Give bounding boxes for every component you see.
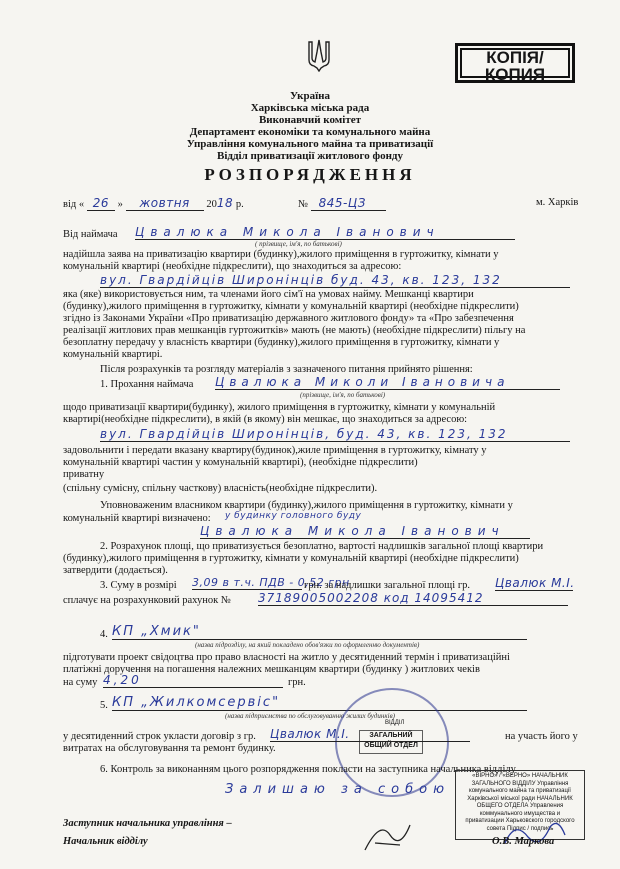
item1-text2-line1: задовольнити і передати вказану квартиру(будинок),жиле приміщення в гуртожитку, кімнату у (63, 445, 487, 456)
signature-scribble-left (360, 815, 420, 855)
after-review: Після розрахунків та розгляду матеріалів з зазначеного питання прийнято рішення: (100, 364, 473, 375)
item4-text-line2: платіжні доручення на погашення належних мешканцям квартири (будинку ) житлових чеків (63, 664, 480, 675)
header-country: Україна (289, 90, 331, 102)
paragraph2-line4: реалізації житлових прав мешканців гуртожитків» мають (не мають) (необхідне підкреслити) пільгу на (63, 325, 526, 336)
item1-name: Цвалюка Миколи Івановича (215, 375, 560, 390)
signatory-position-2: Начальник відділу (63, 836, 148, 847)
paragraph2-line1: яка (яке) використовується ним, та членами його сім'ї на умовах найму. Мешканці квартири (63, 289, 474, 300)
round-stamp (335, 688, 449, 797)
date-year-suffix: р. (235, 199, 244, 210)
paragraph1-line1: надійшла заява на приватизацію квартири (будинку),жилого приміщення в гуртожитку, кімнати у (63, 249, 499, 260)
applicant-caption: ( прізвище, ім'я, по батькові) (255, 240, 342, 248)
order-number-label: № (298, 199, 309, 210)
round-stamp-line-3: ВІДДІЛ (385, 720, 405, 726)
item2-line3: затвердити (додається). (63, 565, 168, 576)
date-month: жовтня (126, 196, 204, 211)
copy-stamp-line-2: КОПИЯ (484, 65, 546, 84)
owner-handwritten-name: Цвалюка Микола Іванович (200, 524, 530, 539)
item5-label: 5. (100, 700, 108, 711)
item2-line1: 2. Розрахунок площі, що приватизується безоплатно, вартості надлишків загальної площі квартири (100, 541, 544, 552)
item3-mid: грн. за надлишки загальної площі гр. (304, 580, 470, 591)
item4-org: КП „Хмик" (112, 624, 527, 640)
applicant-label: Від наймача (63, 229, 118, 240)
round-stamp-line-2: ОБЩИЙ ОТДЕЛ (364, 742, 418, 749)
item4-text-line1: підготувати проект свідоцтва про право власності на житло у десятиденний термін і приватизаційні (63, 652, 510, 663)
date-year-prefix: 20 (206, 199, 217, 210)
item5-text-a: у десятиденний строк укласти договір з гр. (63, 731, 256, 742)
owner-text: Уповноваженим власником квартири (будинку),жилого приміщення в гуртожитку, кімнати у (100, 500, 513, 511)
item4-label: 4. (100, 629, 108, 640)
item3-payer: Цвалюк М.І. (495, 576, 575, 590)
signatory-position-1: Заступник начальника управління – (63, 818, 232, 829)
date-line (63, 196, 244, 210)
item3-label: 3. Суму в розмірі (100, 580, 177, 591)
city: м. Харків (536, 197, 579, 208)
order-number-line (298, 196, 386, 210)
verified-stamp: «ВІРНО» / «ВЕРНО» НАЧАЛЬНИК ЗАГАЛЬНОГО ВІДДІЛУ Управління комунального майна та приватизації Харківської міської ради НАЧАЛЬНИК ОБЩЕГО ОТДЕЛА Управления коммунального имущества и приватизации Харьковского городского совета Підпис / подпись (455, 770, 585, 840)
applicant-name: Цвалюка Микола Іванович (135, 225, 515, 240)
item1-text2-line4: (спільну сумісну, спільну часткову) власність(необхідне підкреслити). (63, 483, 378, 494)
item6-text: 6. Контроль за виконанням цього розпорядження покласти на заступника начальника відділу (100, 764, 516, 775)
date-prefix: від « (63, 199, 85, 210)
paragraph2-line5: безоплатну передачу у власність квартири (будинку),жилого приміщення в гуртожитку, кімнати у (63, 337, 500, 348)
item5-org: КП „Жилкомсервіс" (112, 695, 527, 711)
header-division: Відділ приватизації житлового фонду (216, 150, 403, 162)
item3-account: 37189005002208 код 14095412 (258, 591, 568, 606)
paragraph1-line2: комунальній квартирі (необхідне підкреслити), що знаходиться за адресою: (63, 261, 402, 272)
item6-handwritten: Залишаю за собою (225, 782, 451, 797)
date-year: 18 (216, 196, 234, 210)
item4-sum-label: на суму (63, 677, 98, 688)
paragraph2-line2: (будинку),жилого приміщення в гуртожитку, кімнати у комунальній квартирі (необхідне підкреслити) (63, 301, 519, 312)
signatory-name: О.В. Маркова (492, 836, 555, 847)
address-handwritten: вул. Гвардійців Широнінців буд. 43, кв. 123, 132 (100, 273, 570, 288)
owner-handwritten-top: у будинку головного буду (225, 511, 362, 521)
item3-amount: 3,09 в т.ч. ПДВ - 0,52 грн (192, 576, 350, 589)
item2-line2: (будинку),жилого приміщення в гуртожитку, кімнати у комунальній квартирі (необхідне підкреслити) (63, 553, 519, 564)
header-directorate: Управління комунального майна та приватизації (186, 138, 434, 150)
copy-stamp-line-1: КОПІЯ/ (486, 48, 544, 67)
item5-caption: (назва підприємства по обслуговуванню жилих будинків) (225, 712, 395, 720)
item1-caption: (прізвище, ім'я, по батькові) (300, 391, 386, 399)
date-day: 26 (87, 196, 115, 211)
item5-text-c: витратах на обслуговування та ремонт будинку. (63, 743, 276, 754)
trident-emblem (307, 38, 331, 72)
round-stamp-line-1: ЗАГАЛЬНИЙ (369, 732, 413, 739)
paragraph2-line6: комунальній квартирі. (63, 349, 163, 360)
paragraph2-line3: згідно із Законами України «Про приватизацію державного житлового фонду» та «Про забезпечення (63, 313, 514, 324)
item1-text2-line3: приватну (63, 469, 105, 480)
order-number: 845-ЦЗ (311, 196, 386, 211)
document-title: РОЗПОРЯДЖЕННЯ (204, 165, 416, 184)
header-committee: Виконавчий комітет (258, 114, 362, 126)
copy-stamp (455, 43, 575, 83)
item1-text2-line2: комунальній квартирі частин у комунальній квартирі), (необхідне підкреслити) (63, 457, 418, 468)
item1-text-line2: квартирі(необхідне підкреслити), в якій (в якому) він мешкає, що знаходиться за адресою: (63, 414, 468, 425)
item4-caption: (назва підрозділу, на який покладено обов'язки по оформленню документів) (195, 641, 420, 649)
item1-text-line1: щодо приватизації квартири(будинку), жилого приміщення в гуртожитку, кімнати у комунальній (63, 402, 496, 413)
owner-text2: комунальній квартирі визначено: (63, 513, 211, 524)
date-mid: » (117, 199, 123, 210)
header-department: Департамент економіки та комунального майна (189, 126, 431, 138)
header-council: Харківська міська рада (250, 102, 370, 114)
item4-sum: 4,20 (103, 673, 283, 688)
item4-sum-unit: грн. (288, 677, 306, 688)
item5-name: Цвалюк М.І. (270, 727, 470, 742)
item1-label: 1. Прохання наймача (100, 379, 194, 390)
item3-account-label: сплачує на розрахунковий рахунок № (63, 595, 231, 606)
item5-text-b: на участь його у (505, 731, 578, 742)
item1-address: вул. Гвардійців Широнінців, буд. 43, кв. 123, 132 (100, 427, 570, 442)
